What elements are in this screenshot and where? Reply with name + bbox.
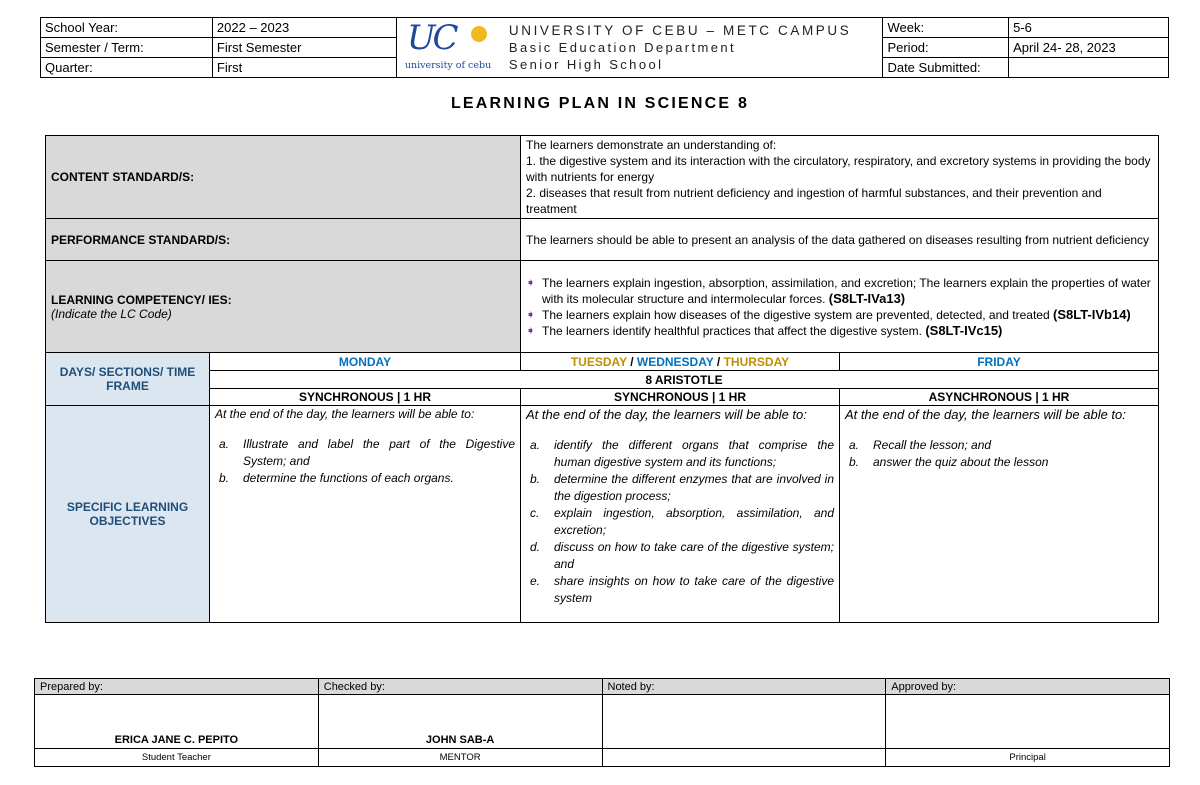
school-name: Senior High School	[508, 57, 664, 72]
mode-friday: ASYNCHRONOUS | 1 HR	[840, 389, 1159, 406]
week-value: 5-6	[1009, 18, 1169, 38]
semester-label: Semester / Term:	[41, 38, 213, 58]
arrow-bullet-icon: ➧	[526, 276, 536, 289]
mode-midweek: SYNCHRONOUS | 1 HR	[521, 389, 840, 406]
learning-plan-table	[45, 135, 1159, 623]
objectives-lead: At the end of the day, the learners will be able to:	[215, 407, 475, 421]
competency-code: (S8LT-IVc15)	[925, 322, 1003, 338]
university-banner	[396, 18, 883, 78]
department-name: Basic Education Department	[508, 40, 737, 55]
learning-competency-label	[46, 261, 521, 353]
noted-by-name	[602, 695, 886, 749]
content-standard-text	[521, 136, 1159, 219]
semester-value: First Semester	[212, 38, 396, 58]
objectives-midweek	[521, 406, 840, 623]
date-submitted-label: Date Submitted:	[883, 58, 1009, 78]
competency-item	[526, 307, 1153, 323]
learning-competency-title: LEARNING COMPETENCY/ IES:	[51, 292, 232, 307]
section-name: 8 ARISTOTLE	[210, 371, 1159, 389]
objectives-friday	[840, 406, 1159, 623]
day-thursday: THURSDAY	[723, 354, 790, 369]
objectives-monday	[210, 406, 521, 623]
competency-text: The learners explain how diseases of the digestive system are prevented, detected, and treated	[542, 307, 1050, 322]
list-item: b. determine the functions of each organs.	[219, 471, 454, 485]
days-sections-label: DAYS/ SECTIONS/ TIME FRAME	[46, 353, 210, 406]
university-name: UNIVERSITY OF CEBU – METC CAMPUS	[508, 23, 852, 38]
signature-table	[34, 678, 1170, 767]
mode-monday: SYNCHRONOUS | 1 HR	[210, 389, 521, 406]
arrow-bullet-icon: ➧	[526, 324, 536, 337]
content-standard-label: CONTENT STANDARD/S:	[46, 136, 521, 219]
approved-by-label: Approved by:	[886, 679, 1170, 695]
specific-objectives-label: SPECIFIC LEARNING OBJECTIVES	[46, 406, 210, 623]
content-standard-item-1: 1. the digestive system and its interaction with the circulatory, respiratory, and excretory systems in providing the body with nutrients for energy	[526, 154, 1151, 184]
list-item: a. Recall the lesson; and	[849, 438, 992, 452]
period-label: Period:	[883, 38, 1009, 58]
competency-code: (S8LT-IVb14)	[1052, 306, 1131, 322]
day-wednesday: WEDNESDAY	[636, 354, 714, 369]
performance-standard-label: PERFORMANCE STANDARD/S:	[46, 219, 521, 261]
content-standard-intro: The learners demonstrate an understanding of:	[526, 138, 777, 152]
week-label: Week:	[883, 18, 1009, 38]
competency-text: The learners identify healthful practices that affect the digestive system.	[542, 323, 922, 338]
performance-standard-text: The learners should be able to present an analysis of the data gathered on diseases resulting from nutrient deficiency	[521, 219, 1159, 261]
checked-by-role: MENTOR	[318, 749, 602, 767]
school-year-label: School Year:	[41, 18, 213, 38]
competency-item	[526, 275, 1153, 307]
list-item: b. determine the different enzymes that are involved in the digestion process;	[530, 472, 834, 503]
competency-item	[526, 323, 1153, 339]
quarter-label: Quarter:	[41, 58, 213, 78]
header-table	[40, 17, 1169, 78]
date-submitted-value	[1009, 58, 1169, 78]
content-standard-item-2: 2. diseases that result from nutrient deficiency and ingestion of harmful substances, and their prevention and treatment	[526, 186, 1102, 216]
approved-by-role: Principal	[886, 749, 1170, 767]
period-value: April 24- 28, 2023	[1009, 38, 1169, 58]
prepared-by-role: Student Teacher	[35, 749, 319, 767]
logo-letters: UC	[406, 17, 456, 58]
prepared-by-label: Prepared by:	[35, 679, 319, 695]
objectives-lead: At the end of the day, the learners will be able to:	[526, 407, 807, 422]
learning-competency-sublabel: (Indicate the LC Code)	[51, 306, 172, 321]
school-year-value: 2022 – 2023	[212, 18, 396, 38]
list-item: e. share insights on how to take care of the digestive system	[530, 574, 834, 605]
list-item: a. identify the different organs that comprise the human digestive system and its functions;	[530, 438, 834, 469]
prepared-by-name: ERICA JANE C. PEPITO	[35, 695, 319, 749]
noted-by-label: Noted by:	[602, 679, 886, 695]
competency-code: (S8LT-IVa13)	[828, 290, 906, 306]
list-item: a. Illustrate and label the part of the Digestive System; and	[219, 437, 515, 468]
noted-by-role	[602, 749, 886, 767]
list-item: b. answer the quiz about the lesson	[849, 455, 1049, 469]
approved-by-name	[886, 695, 1170, 749]
logo-sun-icon	[471, 26, 487, 42]
list-item: c. explain ingestion, absorption, assimilation, and excretion;	[530, 506, 834, 537]
university-logo	[404, 17, 505, 76]
learning-competency-list	[521, 261, 1159, 353]
day-monday: MONDAY	[210, 353, 521, 371]
page-title: LEARNING PLAN IN SCIENCE 8	[450, 95, 750, 112]
list-item: d. discuss on how to take care of the digestive system; and	[530, 540, 834, 571]
day-midweek: TUESDAY / WEDNESDAY / THURSDAY	[521, 353, 840, 371]
logo-subtext: university of cebu	[404, 59, 492, 71]
competency-text: The learners explain ingestion, absorption, assimilation, and excretion; The learners explain the properties of water with its molecular structure and intermolecular forces.	[542, 275, 1151, 306]
checked-by-name: JOHN SAB-A	[318, 695, 602, 749]
quarter-value: First	[212, 58, 396, 78]
checked-by-label: Checked by:	[318, 679, 602, 695]
arrow-bullet-icon: ➧	[526, 308, 536, 321]
day-tuesday: TUESDAY	[570, 354, 627, 369]
day-friday: FRIDAY	[840, 353, 1159, 371]
objectives-lead: At the end of the day, the learners will be able to:	[845, 407, 1126, 422]
